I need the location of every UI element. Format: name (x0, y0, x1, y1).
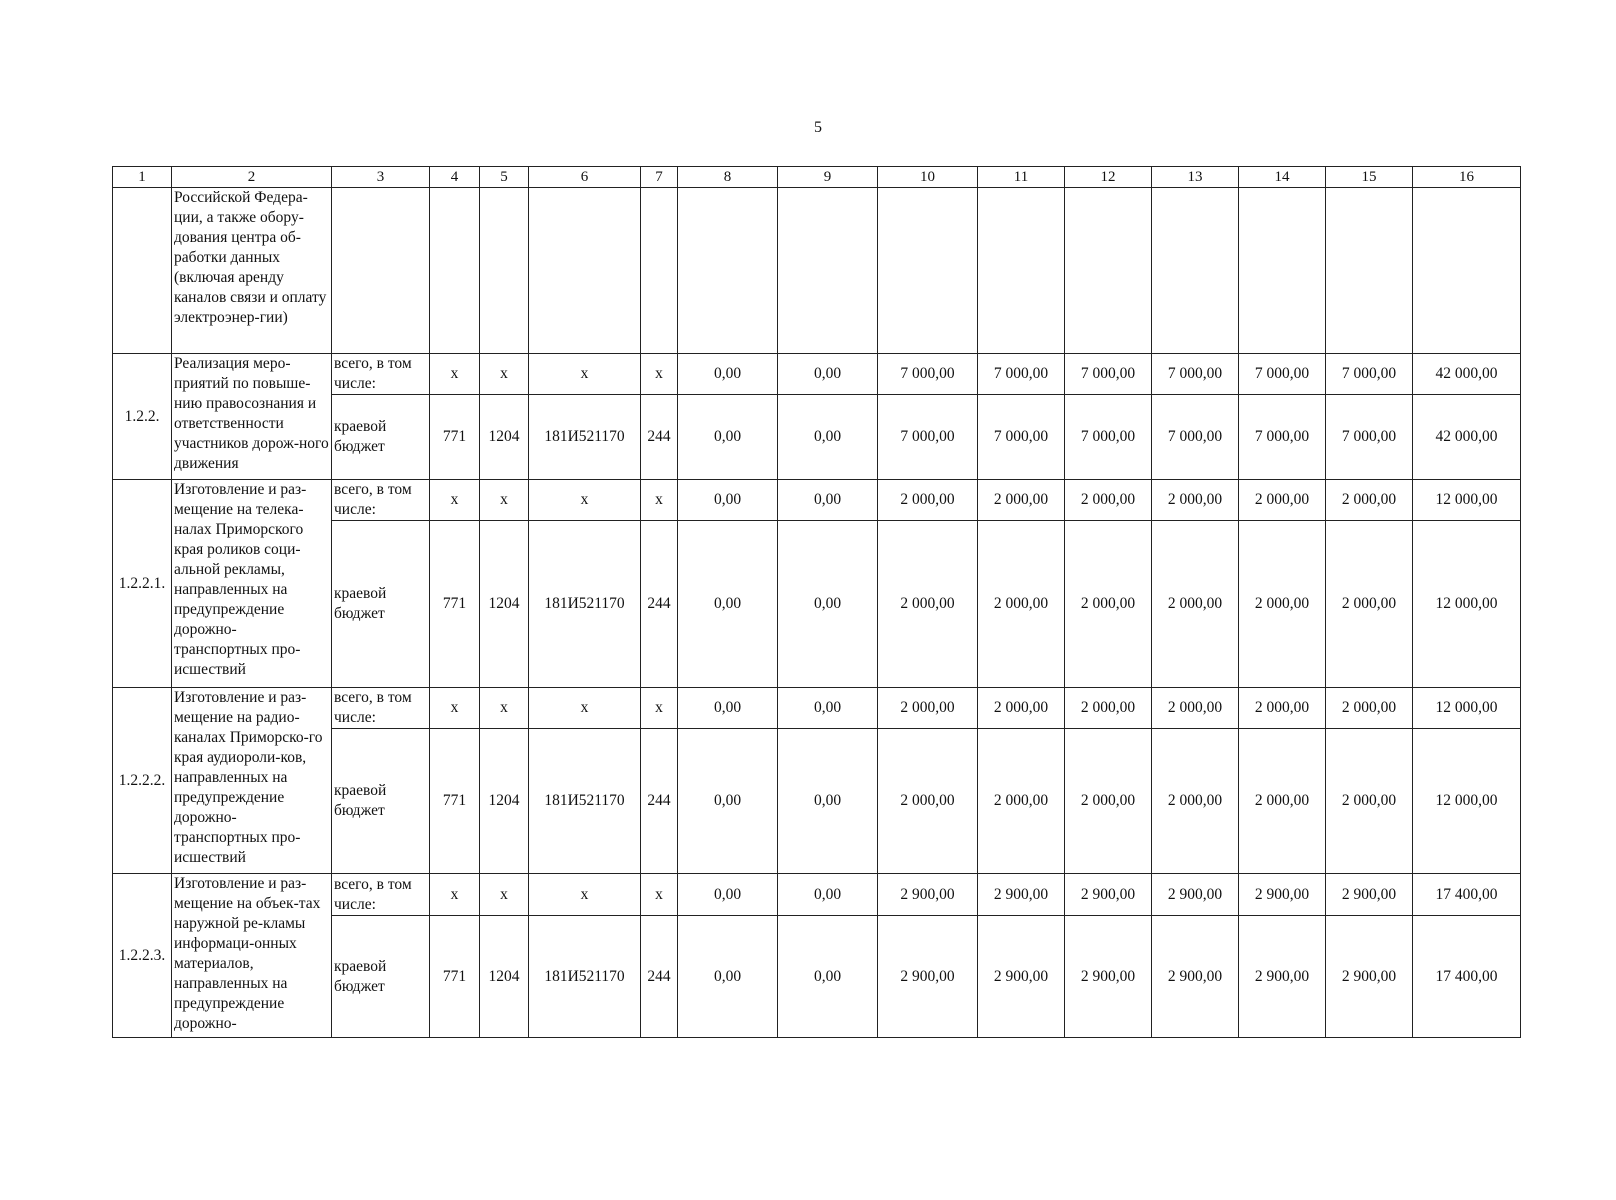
cell: 0,00 (778, 395, 878, 480)
item-number: 1.2.2.2. (113, 688, 172, 874)
source-label: всего, в том числе: (332, 480, 430, 521)
continuation-row (113, 188, 1521, 354)
cell: 0,00 (678, 916, 778, 1038)
column-header: 14 (1239, 167, 1326, 188)
cell: 771 (430, 395, 480, 480)
column-header: 16 (1413, 167, 1521, 188)
cell: 0,00 (678, 354, 778, 395)
cell: x (641, 354, 678, 395)
cell: x (430, 688, 480, 729)
cell: 2 000,00 (1239, 480, 1326, 521)
table-row (113, 354, 1521, 395)
source-label: краевой бюджет (332, 521, 430, 688)
cell: 0,00 (778, 688, 878, 729)
column-header: 7 (641, 167, 678, 188)
cell: x (480, 480, 529, 521)
cell: 2 000,00 (1065, 521, 1152, 688)
cell: 7 000,00 (1239, 354, 1326, 395)
cell: x (641, 688, 678, 729)
cell: x (480, 688, 529, 729)
cell: 0,00 (678, 480, 778, 521)
item-number: 1.2.2.1. (113, 480, 172, 688)
cell: 2 900,00 (1326, 874, 1413, 916)
cell: 2 000,00 (1326, 729, 1413, 874)
column-header: 11 (978, 167, 1065, 188)
header-row (113, 167, 1521, 188)
cell: 7 000,00 (878, 395, 978, 480)
cell: x (641, 874, 678, 916)
cell: 0,00 (778, 729, 878, 874)
cell: 2 000,00 (1065, 688, 1152, 729)
cell: 7 000,00 (978, 354, 1065, 395)
cell: x (529, 688, 641, 729)
cell: x (430, 874, 480, 916)
item-name: Изготовление и раз-мещение на телека-налах Приморского края роликов соци-альной рекламы, направленных на предупреждение дорожно-транспортных про-исшествий (172, 480, 332, 688)
cell: 2 900,00 (1326, 916, 1413, 1038)
source-label: всего, в том числе: (332, 354, 430, 395)
cell: 2 000,00 (1239, 688, 1326, 729)
source-label: всего, в том числе: (332, 688, 430, 729)
cell: x (641, 480, 678, 521)
cell: 2 900,00 (1065, 874, 1152, 916)
cell: 0,00 (778, 354, 878, 395)
cell: 0,00 (678, 395, 778, 480)
cell: 7 000,00 (1065, 354, 1152, 395)
column-header: 4 (430, 167, 480, 188)
cell: 12 000,00 (1413, 521, 1521, 688)
column-header: 15 (1326, 167, 1413, 188)
cell: 181И521170 (529, 916, 641, 1038)
budget-table (112, 166, 1521, 1038)
cell: 2 000,00 (978, 688, 1065, 729)
column-header: 6 (529, 167, 641, 188)
cell: x (430, 480, 480, 521)
source-label: всего, в том числе: (332, 874, 430, 916)
cell: 0,00 (778, 480, 878, 521)
cell: x (430, 354, 480, 395)
cell: 2 900,00 (1065, 916, 1152, 1038)
source-label: краевой бюджет (332, 729, 430, 874)
cell: 771 (430, 729, 480, 874)
cell: 2 000,00 (1152, 729, 1239, 874)
cell: 7 000,00 (1152, 354, 1239, 395)
cell: x (480, 874, 529, 916)
cell: 17 400,00 (1413, 874, 1521, 916)
cell: 2 900,00 (1239, 874, 1326, 916)
cell: 2 000,00 (878, 521, 978, 688)
cell: 244 (641, 395, 678, 480)
cell: 2 900,00 (1152, 874, 1239, 916)
source-label: краевой бюджет (332, 395, 430, 480)
cell: 0,00 (678, 688, 778, 729)
cell: 12 000,00 (1413, 688, 1521, 729)
cell: 1204 (480, 729, 529, 874)
column-header: 8 (678, 167, 778, 188)
cell: 2 900,00 (878, 916, 978, 1038)
cell: 12 000,00 (1413, 480, 1521, 521)
cell: 2 000,00 (1152, 521, 1239, 688)
cell: 2 000,00 (878, 688, 978, 729)
cell: 1204 (480, 395, 529, 480)
cell: 2 000,00 (1326, 688, 1413, 729)
cell: x (480, 354, 529, 395)
cell: 244 (641, 916, 678, 1038)
column-header: 1 (113, 167, 172, 188)
item-name: Изготовление и раз-мещение на радио-каналах Приморско-го края аудиороли-ков, направленных на предупреждение дорожно-транспортных про-исшествий (172, 688, 332, 874)
cell: 2 000,00 (878, 480, 978, 521)
cell: 0,00 (678, 729, 778, 874)
column-header: 10 (878, 167, 978, 188)
cell: 1204 (480, 521, 529, 688)
cell: 7 000,00 (1065, 395, 1152, 480)
cell: 2 000,00 (978, 521, 1065, 688)
column-header: 3 (332, 167, 430, 188)
table-row (113, 480, 1521, 521)
cell: 181И521170 (529, 521, 641, 688)
column-header: 5 (480, 167, 529, 188)
cell: x (529, 480, 641, 521)
cell: 2 000,00 (1152, 480, 1239, 521)
cell: 2 000,00 (1065, 480, 1152, 521)
cell: 244 (641, 729, 678, 874)
cell: 2 000,00 (978, 480, 1065, 521)
cell: 7 000,00 (878, 354, 978, 395)
cell: 2 900,00 (978, 916, 1065, 1038)
cell: 2 900,00 (1152, 916, 1239, 1038)
cell: 12 000,00 (1413, 729, 1521, 874)
cell: 181И521170 (529, 395, 641, 480)
cell: 771 (430, 916, 480, 1038)
cell: 42 000,00 (1413, 354, 1521, 395)
cell: 17 400,00 (1413, 916, 1521, 1038)
cell: 2 900,00 (1239, 916, 1326, 1038)
cell: 7 000,00 (978, 395, 1065, 480)
cell: 244 (641, 521, 678, 688)
cell: 771 (430, 521, 480, 688)
item-number: 1.2.2. (113, 354, 172, 480)
cell: 2 000,00 (978, 729, 1065, 874)
cell: 2 000,00 (1326, 521, 1413, 688)
cell: 0,00 (778, 916, 878, 1038)
item-name: Реализация меро-приятий по повыше-нию правосознания и ответственности участников дорож-ного движения (172, 354, 332, 480)
cell: x (529, 874, 641, 916)
column-header: 12 (1065, 167, 1152, 188)
item-name: Изготовление и раз-мещение на объек-тах наружной ре-кламы информаци-онных материалов, направленных на предупреждение дорожно- (172, 874, 332, 1038)
cell: 2 000,00 (1239, 729, 1326, 874)
table-row (113, 874, 1521, 916)
item-name: Российской Федера-ции, а также обору-дования центра об-работки данных (включая аренду каналов связи и оплату электроэнер-гии) (172, 188, 332, 354)
cell: 7 000,00 (1326, 354, 1413, 395)
cell: 2 900,00 (978, 874, 1065, 916)
cell: 181И521170 (529, 729, 641, 874)
column-header: 13 (1152, 167, 1239, 188)
cell: 2 000,00 (1065, 729, 1152, 874)
item-number: 1.2.2.3. (113, 874, 172, 1038)
cell: 42 000,00 (1413, 395, 1521, 480)
cell: 2 000,00 (1152, 688, 1239, 729)
page-number: 5 (814, 119, 822, 136)
column-header: 9 (778, 167, 878, 188)
cell: 2 000,00 (878, 729, 978, 874)
cell: 7 000,00 (1239, 395, 1326, 480)
cell: 1204 (480, 916, 529, 1038)
cell: 2 900,00 (878, 874, 978, 916)
table-row (113, 688, 1521, 729)
cell: 7 000,00 (1326, 395, 1413, 480)
cell: 7 000,00 (1152, 395, 1239, 480)
cell: 0,00 (678, 521, 778, 688)
cell: 2 000,00 (1239, 521, 1326, 688)
cell: 0,00 (778, 874, 878, 916)
cell: 0,00 (678, 874, 778, 916)
cell: 0,00 (778, 521, 878, 688)
cell: x (529, 354, 641, 395)
column-header: 2 (172, 167, 332, 188)
source-label: краевой бюджет (332, 916, 430, 1038)
cell: 2 000,00 (1326, 480, 1413, 521)
